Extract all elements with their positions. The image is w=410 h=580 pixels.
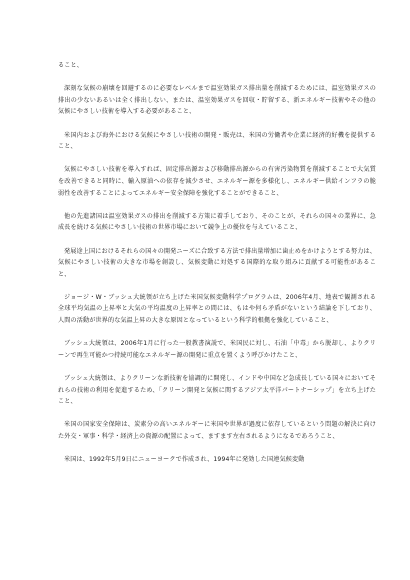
paragraph-1: ること、: [58, 62, 83, 69]
document-page: [58, 60, 376, 466]
paragraph-4: 気候にやさしい技術を導入すれば、固定排出源および移動排出源からの有害汚染物質を削減することで大気質を改善できると同時に、輸入原油への依存を減少させ、エネルギー源を多様化し、エネルギー供給インフラの脆弱性を改善することによってエネルギー安全保障を強化することができること、: [58, 166, 376, 197]
paragraph-11: 米国は、1992年5月9日にニューヨークで作成され、1994年に発効した国連気候変動: [64, 456, 305, 464]
paragraph-6: 発展途上国におけるそれらの国々の開発ニーズに合致する方法で排出量増加に歯止めをかけようとする努力は、気候にやさしい技術の大きな市場を創設し、気候変動に対処する国際的な取り組みに貢献する可能性があること、: [58, 247, 376, 278]
paragraph-7: ジョージ・W・ブッシュ大統領が立ち上げた米国気候変動科学プログラムは、2006年4月、地表で観測される全球平均気温の上昇率と大気の平均温度の上昇率との間には、もはや何ら矛盾がないという結論を下しており、人間の活動が世界的な気温上昇の大きな原因となっているという科学的根拠を強化していること、: [58, 293, 376, 325]
paragraph-8: ブッシュ大統領は、2006年1月に行った一般教書演説で、米国民に対し、石油「中毒」から脱却し、よりクリーンで再生可能かつ持続可能なエネルギー源の開発に重点を置くよう呼びかけたこと、: [58, 340, 376, 359]
paragraph-3: 米国内および海外における気候にやさしい技術の開発・販売は、米国の労働者や企業に経済的好機を提供すること、: [58, 131, 376, 151]
paragraph-10: 米国の国家安全保障は、炭素分の高いエネルギーに米国や世界が過度に依存しているという問題の解決に向けた外交・軍事・科学・経済上の資源の配置によって、ますます左右されるようになるであろうこと、: [58, 421, 376, 440]
paragraph-5: 他の先進諸国は温室効果ガスの排出を削減する方策に着手しており、そのことが、それらの国々の業界に、急成長を続ける気候にやさしい技術の世界市場において競争上の優位を与えていること、: [58, 212, 376, 232]
paragraph-2: 深刻な気候の崩壊を回避するのに必要なレベルまで温室効果ガス排出量を削減するためには、温室効果ガスの排出の少ないあるいは全く排出しない、または、温室効果ガスを回収・貯留する、新エネルギー技術やその他の気候にやさしい技術を導入する必要があること、: [58, 85, 376, 116]
paragraph-9: ブッシュ大統領は、よりクリーンな新技術を協調的に開発し、インドや中国など急成長している国々においてそれらの技術の利用を促進するため、「クリーン開発と気候に関するアジア太平洋パートナーシップ」を立ち上げたこと、: [58, 375, 376, 406]
